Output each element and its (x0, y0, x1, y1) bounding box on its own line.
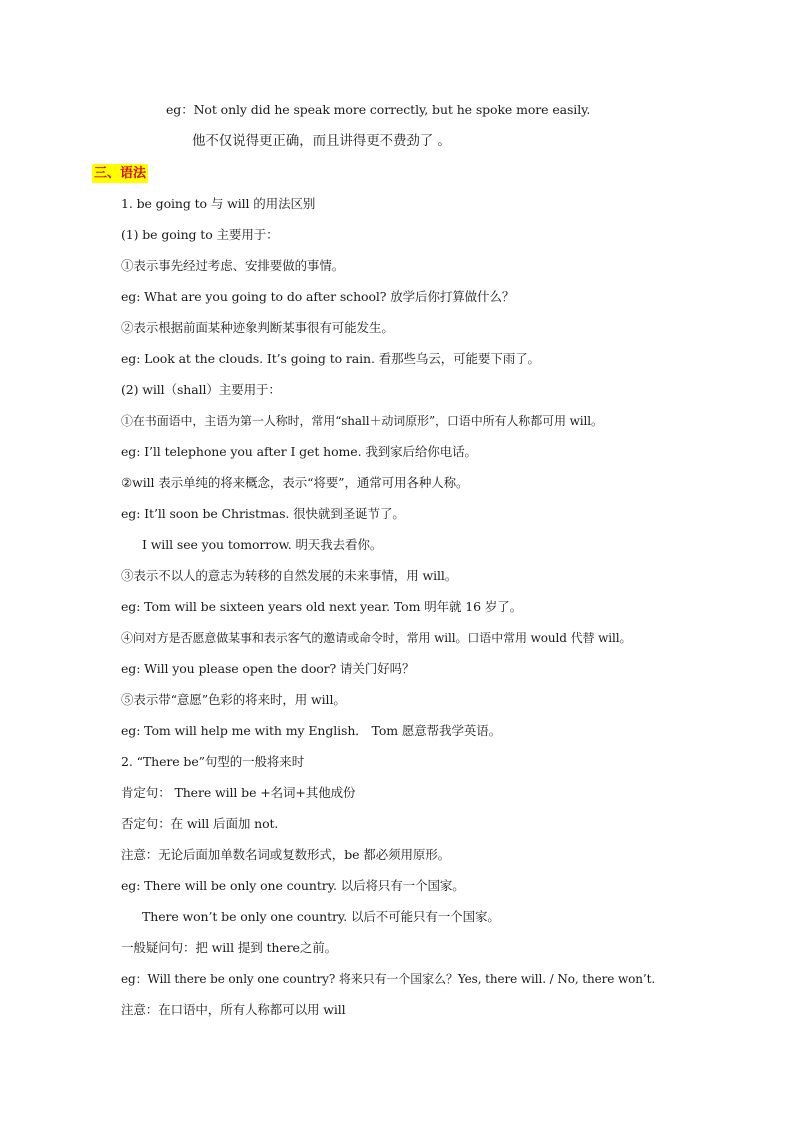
subtopic-title: (2) will（shall）主要用于： (121, 382, 281, 397)
example-sentence: eg：Not only did he speak more correctly, but he spoke more easily. (166, 102, 591, 117)
example-sentence: eg: I’ll telephone you after I get home. 我到家后给你电话。 (121, 444, 477, 459)
example-sentence: I will see you tomorrow. 明天我去看你。 (142, 537, 383, 552)
example-sentence: There won’t be only one country. 以后不可能只有一个国家。 (142, 909, 500, 924)
example-translation: 他不仅说得更正确，而且讲得更不费劲了 。 (192, 133, 451, 149)
usage-rule: ③表示不以人的意志为转移的自然发展的未来事情，用 will。 (121, 568, 458, 583)
usage-rule: ⑤表示带“意愿”色彩的将来时，用 will。 (121, 692, 346, 707)
topic-title: 1. be going to 与 will 的用法区别 (121, 196, 316, 211)
example-sentence: eg：Will there be only one country? 将来只有一个国家么？Yes, there will. / No, there won’t. (121, 972, 656, 986)
example-sentence: eg: There will be only one country. 以后将只有一个国家。 (121, 878, 465, 893)
usage-rule: ①在书面语中，主语为第一人称时，常用“shall＋动词原形”，口语中所有人称都可用 will。 (121, 414, 603, 428)
example-sentence: eg: Will you please open the door? 请关门好吗？ (121, 661, 415, 676)
example-sentence: eg: It’ll soon be Christmas. 很快就到圣诞节了。 (121, 506, 405, 521)
example-sentence: eg: Look at the clouds. It’s going to rain. 看那些乌云，可能要下雨了。 (121, 351, 540, 366)
example-sentence: eg: What are you going to do after school? 放学后你打算做什么？ (121, 289, 515, 304)
usage-rule: ④问对方是否愿意做某事和表示客气的邀请或命令时，常用 will。口语中常用 would 代替 will。 (121, 631, 632, 645)
topic-title: 2. “There be”句型的一般将来时 (121, 754, 305, 769)
usage-rule: ②表示根据前面某种迹象判断某事很有可能发生。 (121, 320, 394, 335)
negative-rule: 否定句：在 will 后面加 not. (121, 816, 279, 831)
subtopic-title: (1) be going to 主要用于： (121, 227, 279, 242)
usage-rule: ②will 表示单纯的将来概念，表示“将要”，通常可用各种人称。 (121, 475, 469, 490)
example-sentence: eg: Tom will be sixteen years old next year. Tom 明年就 16 岁了。 (121, 599, 523, 614)
affirmative-rule: 肯定句： There will be +名词+其他成份 (121, 785, 356, 800)
section-heading: 三、语法 (94, 166, 147, 181)
usage-rule: ①表示事先经过考虑、安排要做的事情。 (121, 258, 345, 273)
note: 注意：在口语中，所有人称都可以用 will (121, 1002, 346, 1017)
question-rule: 一般疑问句：把 will 提到 there之前。 (121, 940, 338, 955)
note: 注意：无论后面加单数名词或复数形式，be 都必须用原形。 (121, 847, 451, 862)
example-sentence: eg: Tom will help me with my English． Tom 愿意帮我学英语。 (121, 723, 502, 738)
